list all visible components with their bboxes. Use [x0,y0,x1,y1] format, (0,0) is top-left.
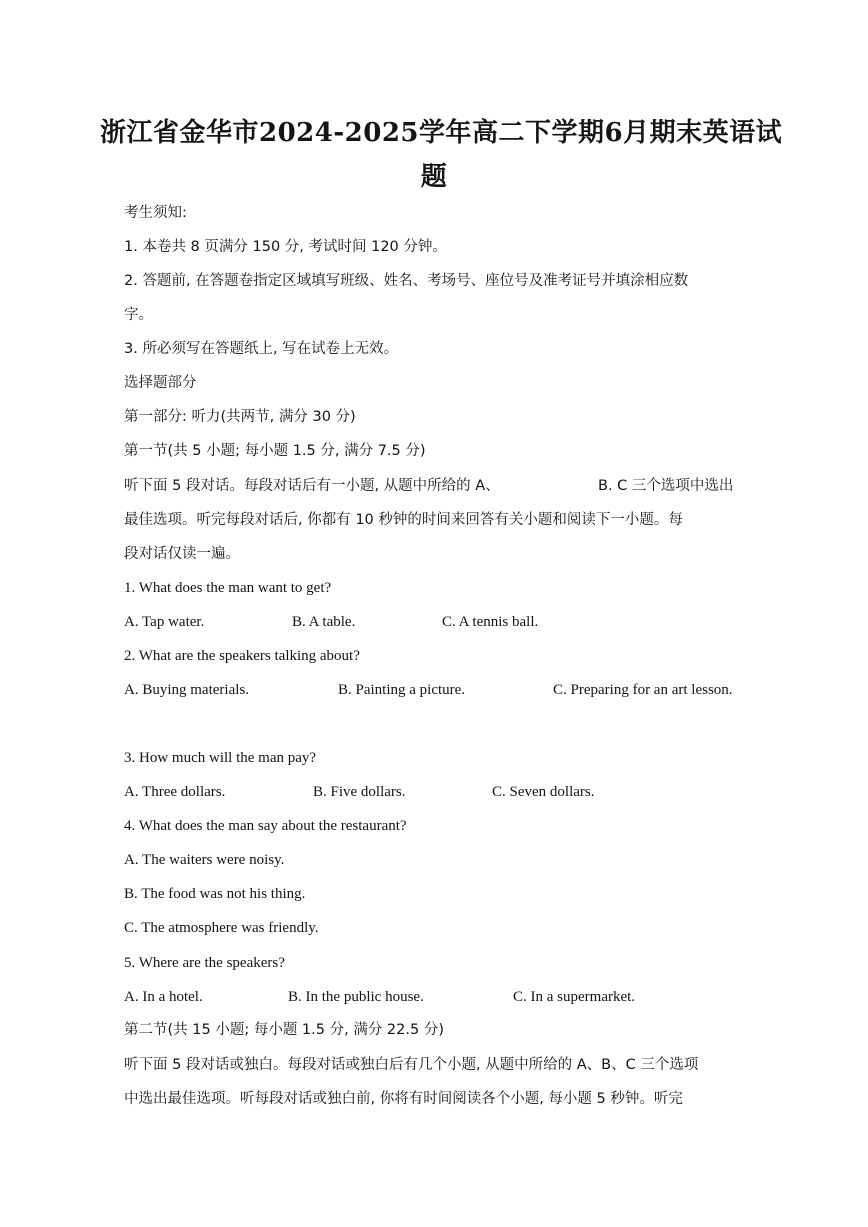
question-2: 2. What are the speakers talking about? [124,648,360,664]
question-3-option-a: A. Three dollars. [124,784,226,800]
notice-item-2-line1: 2. 答题前, 在答题卷指定区域填写班级、姓名、考场号、座位号及准考证号并填涂相应数 [124,273,689,289]
question-4: 4. What does the man say about the restaurant? [124,818,407,834]
question-3: 3. How much will the man pay? [124,750,317,766]
section1-instruction-line3: 段对话仅读一遍。 [124,546,240,562]
question-2-option-b: B. Painting a picture. [338,682,466,698]
question-5-option-a: A. In a hotel. [124,989,203,1005]
question-2-option-a: A. Buying materials. [124,682,249,698]
section2-instruction-line1: 听下面 5 段对话或独白。每段对话或独白后有几个小题, 从题中所给的 A、B、C 三个选项 [124,1057,699,1073]
question-1-option-a: A. Tap water. [124,614,205,630]
section2-instruction-line2: 中选出最佳选项。听每段对话或独白前, 你将有时间阅读各个小题, 每小题 5 秒钟。听完 [124,1091,683,1107]
question-2-option-c: C. Preparing for an art lesson. [553,682,733,698]
question-4-option-a: A. The waiters were noisy. [124,852,285,868]
exam-title-line1: 浙江省金华市2024-2025学年高二下学期6月期末英语试 [100,118,783,148]
question-4-option-b: B. The food was not his thing. [124,886,306,902]
question-5: 5. Where are the speakers? [124,955,285,971]
section2-heading: 第二节(共 15 小题; 每小题 1.5 分, 满分 22.5 分) [124,1022,444,1038]
question-4-option-c: C. The atmosphere was friendly. [124,920,319,936]
part1-heading: 第一部分: 听力(共两节, 满分 30 分) [124,409,356,425]
choice-section-label: 选择题部分 [124,375,197,391]
question-3-option-c: C. Seven dollars. [492,784,595,800]
question-1: 1. What does the man want to get? [124,580,332,596]
question-1-option-b: B. A table. [292,614,356,630]
section1-instruction-line2: 最佳选项。听完每段对话后, 你都有 10 秒钟的时间来回答有关小题和阅读下一小题。每 [124,512,683,528]
section1-instruction-line1b: B. C 三个选项中选出 [598,478,734,494]
question-5-option-b: B. In the public house. [288,989,424,1005]
notice-item-3: 3. 所必须写在答题纸上, 写在试卷上无效。 [124,341,399,357]
question-5-option-c: C. In a supermarket. [513,989,636,1005]
notice-item-1: 1. 本卷共 8 页满分 150 分, 考试时间 120 分钟。 [124,239,447,255]
exam-title-line2: 题 [420,162,448,192]
question-1-option-c: C. A tennis ball. [442,614,539,630]
section1-heading: 第一节(共 5 小题; 每小题 1.5 分, 满分 7.5 分) [124,443,426,459]
notice-item-2-line2: 字。 [124,307,153,323]
notice-header: 考生须知: [124,205,187,221]
section1-instruction-line1a: 听下面 5 段对话。每段对话后有一小题, 从题中所给的 A、 [124,478,500,494]
question-3-option-b: B. Five dollars. [313,784,406,800]
